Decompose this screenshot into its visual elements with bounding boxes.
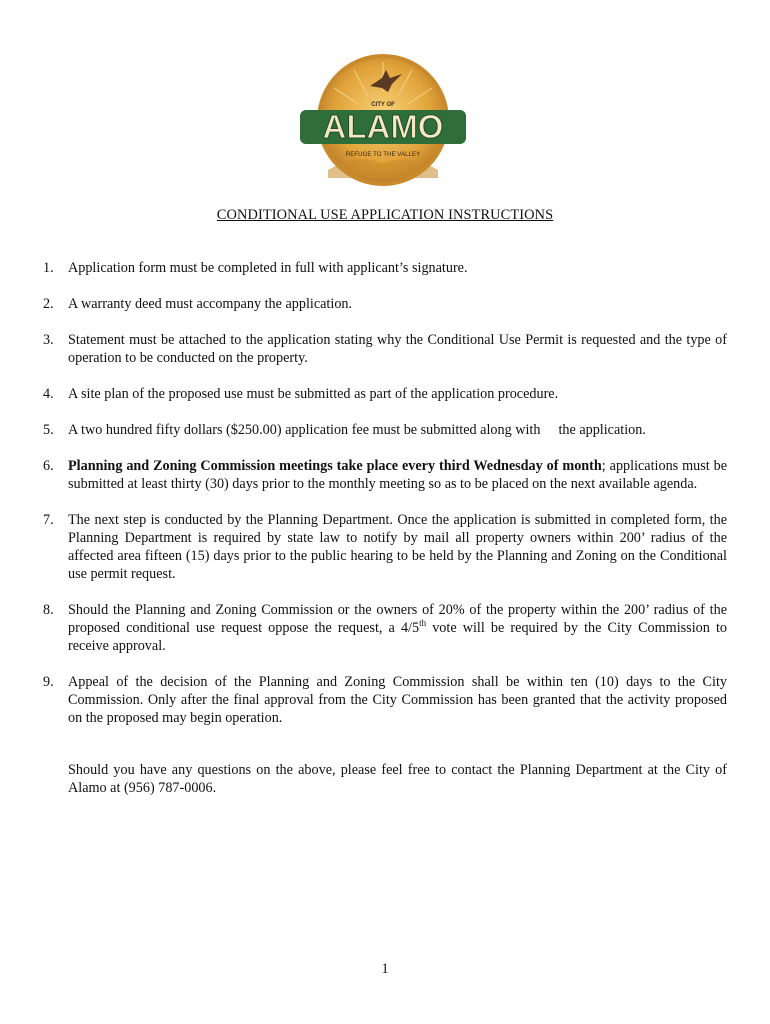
item-text-part-a: A two hundred fifty dollars ($250.00) application fee must be submitted along with xyxy=(68,422,541,438)
item-text: A warranty deed must accompany the application. xyxy=(68,296,353,312)
list-item xyxy=(43,385,727,403)
item-text: Application form must be completed in full with applicant’s signature. xyxy=(68,260,468,276)
list-item xyxy=(43,601,727,655)
item-number: 1. xyxy=(43,260,54,276)
list-item xyxy=(43,421,727,439)
item-number: 4. xyxy=(43,386,54,402)
item-text: The next step is conducted by the Planning Department. Once the application is submitted in completed form, the Planning Department is required by state law to notify by mail all property owners within 200’ radius of the affected area fifteen (15) days prior to the public hearing to be held by the Planning and Zoning on the Conditional use permit request. xyxy=(68,512,727,582)
page-number: 1 xyxy=(381,961,389,977)
svg-text:CITY OF: CITY OF xyxy=(371,102,395,108)
item-superscript: th xyxy=(419,618,427,628)
item-number: 5. xyxy=(43,422,54,438)
list-item xyxy=(43,673,727,727)
item-text-part-b: the application. xyxy=(558,422,646,438)
item-text: Statement must be attached to the application stating why the Conditional Use Permit is requested and the type of operation to be conducted on the property. xyxy=(68,332,727,366)
closing-paragraph: Should you have any questions on the above, please feel free to contact the Planning Department at the City of Alamo at (956) 787-0006. xyxy=(68,762,727,796)
item-text: Appeal of the decision of the Planning and Zoning Commission shall be within ten (10) days to the City Commission. Only after the final approval from the City Commission has been granted that the activity proposed on the proposed may begin operation. xyxy=(68,674,727,726)
list-item xyxy=(43,457,727,493)
svg-text:ALAMO: ALAMO xyxy=(322,108,444,145)
item-number: 9. xyxy=(43,674,54,690)
item-number: 6. xyxy=(43,458,54,474)
item-number: 8. xyxy=(43,602,54,618)
item-bold-text: Planning and Zoning Commission meetings take place every third Wednesday of month xyxy=(68,458,602,474)
city-of-alamo-logo xyxy=(298,52,468,188)
item-text: A site plan of the proposed use must be submitted as part of the application procedure. xyxy=(68,386,559,402)
item-number: 2. xyxy=(43,296,54,312)
item-number: 7. xyxy=(43,512,54,528)
list-item xyxy=(43,331,727,367)
list-item xyxy=(43,259,727,277)
svg-text:REFUGE TO THE VALLEY: REFUGE TO THE VALLEY xyxy=(345,151,421,158)
item-text-part-b: vote will be required by the City Commission to receive approval. xyxy=(68,620,727,654)
item-text-part-a: Should the Planning and Zoning Commission or the owners of 20% of the property within the 200’ radius of the proposed conditional use request oppose the request, a 4/5 xyxy=(68,602,727,636)
instruction-list xyxy=(43,259,727,745)
item-text: ; applications must be submitted at least thirty (30) days prior to the monthly meeting so as to be placed on the next available agenda. xyxy=(68,458,727,492)
list-item xyxy=(43,511,727,583)
page-title: CONDITIONAL USE APPLICATION INSTRUCTIONS xyxy=(216,207,554,223)
list-item xyxy=(43,295,727,313)
logo-graphic xyxy=(298,52,468,188)
item-number: 3. xyxy=(43,332,54,348)
